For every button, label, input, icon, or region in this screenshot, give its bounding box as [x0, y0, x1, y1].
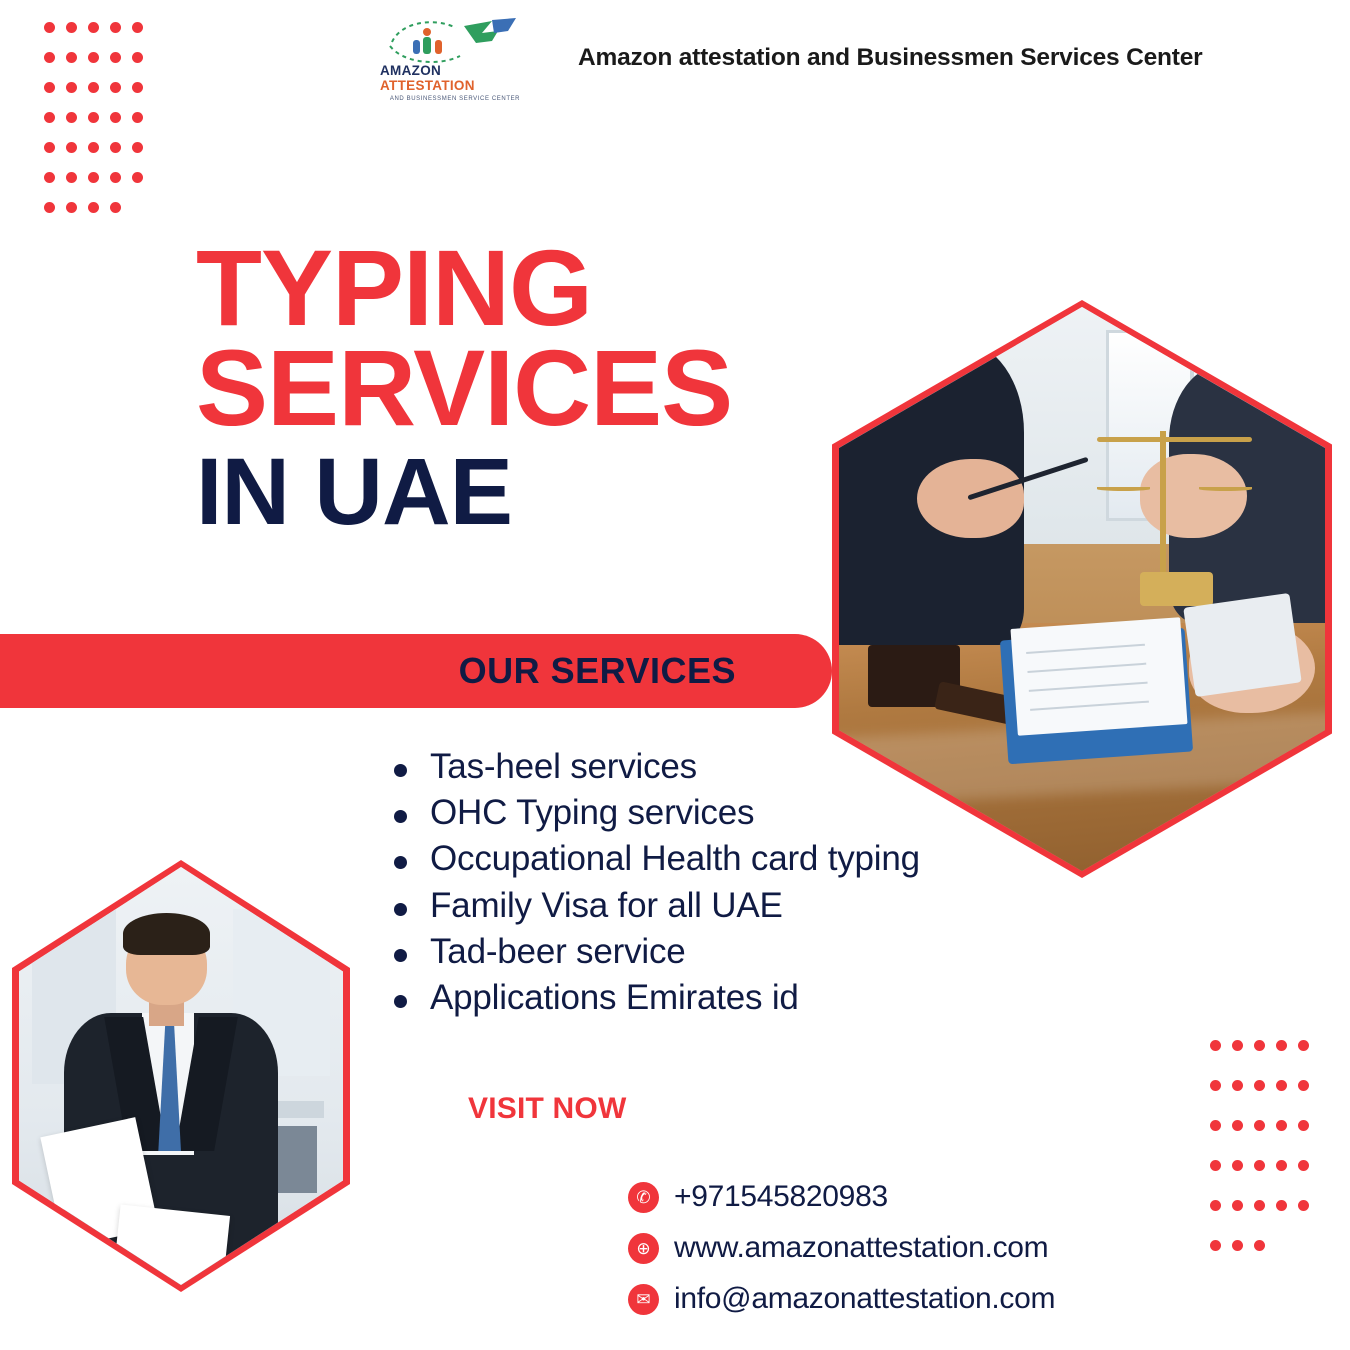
- contact-email[interactable]: [628, 1282, 1055, 1316]
- dot: [88, 112, 99, 123]
- dot: [44, 22, 55, 33]
- dot: [110, 112, 121, 123]
- dot: [66, 52, 77, 63]
- headline-line-1: TYPING: [196, 227, 593, 348]
- header-company-title: Amazon attestation and Businessmen Services Center: [578, 44, 1203, 71]
- dot: [1210, 1120, 1221, 1131]
- dot: [132, 52, 143, 63]
- services-list: [388, 744, 1188, 1021]
- list-item: Applications Emirates id: [388, 975, 1188, 1021]
- contact-phone-text: +971545820983: [674, 1180, 888, 1213]
- dot: [1232, 1160, 1243, 1171]
- logo-mark-icon: [380, 16, 530, 68]
- contact-website[interactable]: [628, 1231, 1055, 1265]
- hexagon-photo-clip: [19, 867, 343, 1285]
- dot: [66, 82, 77, 93]
- dot: [1254, 1080, 1265, 1091]
- dot: [1232, 1240, 1243, 1251]
- scene-scales-beam: [1097, 437, 1253, 442]
- dot: [44, 142, 55, 153]
- dot: [66, 202, 77, 213]
- decorative-dot-grid-bottom-right: [1210, 1040, 1320, 1320]
- dot: [66, 112, 77, 123]
- logo-name-main: AMAZON: [380, 63, 442, 78]
- businessman-scene-illustration: [19, 867, 343, 1285]
- dot: [1276, 1080, 1287, 1091]
- dot: [1298, 1160, 1309, 1171]
- our-services-banner: [0, 634, 832, 708]
- dot: [1276, 1120, 1287, 1131]
- dot: [88, 202, 99, 213]
- headline-line-3: IN UAE: [196, 438, 512, 545]
- dot: [132, 142, 143, 153]
- dot: [1232, 1040, 1243, 1051]
- headline-line-2: SERVICES: [196, 327, 733, 449]
- dot: [44, 52, 55, 63]
- company-logo: [380, 14, 530, 102]
- phone-icon: ✆: [628, 1182, 659, 1213]
- businessman-photo: [19, 867, 343, 1285]
- scene-paper-lower: [112, 1204, 230, 1285]
- dot: [132, 82, 143, 93]
- dot: [1298, 1200, 1309, 1211]
- dot: [1254, 1200, 1265, 1211]
- dot: [1276, 1160, 1287, 1171]
- dot: [44, 112, 55, 123]
- scene-document: [1010, 617, 1187, 736]
- list-item: Tas-heel services: [388, 744, 1188, 790]
- list-item: Occupational Health card typing: [388, 836, 1188, 882]
- dot: [1210, 1080, 1221, 1091]
- dot: [44, 172, 55, 183]
- list-item: Tad-beer service: [388, 929, 1188, 975]
- dot: [1232, 1120, 1243, 1131]
- logo-subtitle: AND BUSINESSMEN SERVICE CENTER: [389, 96, 521, 102]
- dot: [1232, 1080, 1243, 1091]
- decorative-dot-grid-top-left: [44, 22, 154, 232]
- dot: [132, 112, 143, 123]
- dot: [44, 202, 55, 213]
- dot: [110, 142, 121, 153]
- dot: [110, 172, 121, 183]
- dot: [1298, 1040, 1309, 1051]
- contact-email-text: info@amazonattestation.com: [674, 1282, 1056, 1315]
- contact-details: [628, 1180, 1055, 1316]
- hero-headline: [196, 227, 733, 545]
- dot: [88, 22, 99, 33]
- dot: [66, 22, 77, 33]
- envelope-icon: ✉: [628, 1284, 659, 1315]
- dot: [1232, 1200, 1243, 1211]
- dot: [1254, 1240, 1265, 1251]
- dot: [110, 82, 121, 93]
- dot: [1210, 1160, 1221, 1171]
- dot: [1254, 1040, 1265, 1051]
- visit-now-label: VISIT NOW: [468, 1092, 627, 1125]
- contact-phone[interactable]: [628, 1180, 1055, 1214]
- dot: [88, 142, 99, 153]
- list-item: OHC Typing services: [388, 790, 1188, 836]
- dot: [1276, 1040, 1287, 1051]
- scene-hand-gesturing: [1140, 454, 1247, 539]
- dot: [88, 172, 99, 183]
- dot: [66, 142, 77, 153]
- dot: [44, 82, 55, 93]
- dot: [1254, 1160, 1265, 1171]
- dot: [66, 172, 77, 183]
- dot: [1276, 1200, 1287, 1211]
- list-item: Family Visa for all UAE: [388, 883, 1188, 929]
- logo-name-accent: ATTESTATION: [380, 78, 475, 93]
- dot: [132, 22, 143, 33]
- brand-header: [380, 14, 1202, 102]
- dot: [1298, 1080, 1309, 1091]
- scene-calculator: [1183, 593, 1301, 697]
- dot: [1298, 1120, 1309, 1131]
- scene-scales-post: [1160, 431, 1166, 578]
- contact-website-text: www.amazonattestation.com: [674, 1231, 1049, 1264]
- globe-icon: ⊕: [628, 1233, 659, 1264]
- businessman-image: [12, 860, 350, 1292]
- dot: [88, 52, 99, 63]
- dot: [1254, 1120, 1265, 1131]
- scene-scales-base: [1140, 572, 1213, 606]
- scene-hair: [123, 913, 210, 955]
- our-services-label: OUR SERVICES: [458, 650, 736, 691]
- dot: [88, 82, 99, 93]
- dot: [1210, 1200, 1221, 1211]
- dot: [110, 202, 121, 213]
- dot: [110, 52, 121, 63]
- dot: [110, 22, 121, 33]
- dot: [1210, 1040, 1221, 1051]
- dot: [132, 172, 143, 183]
- dot: [1210, 1240, 1221, 1251]
